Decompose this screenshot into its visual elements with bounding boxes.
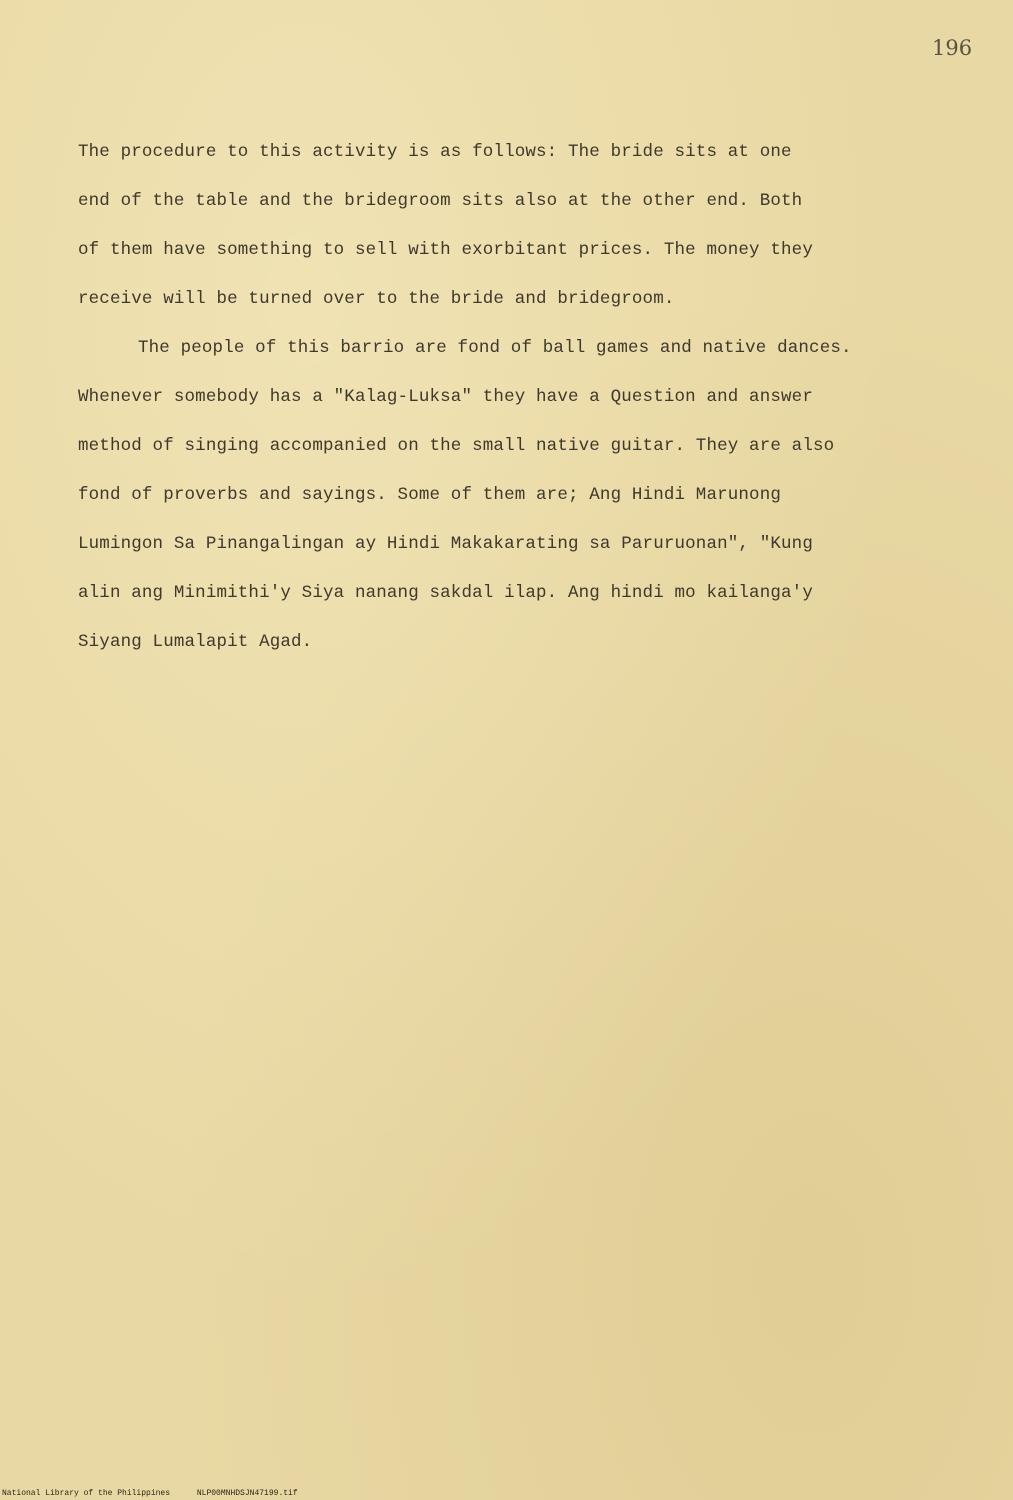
text-line: fond of proverbs and sayings. Some of them are; Ang Hindi Marunong [78, 485, 782, 505]
text-line: Siyang Lumalapit Agad. [78, 632, 313, 652]
text-line: alin ang Minimithi'y Siya nanang sakdal ilap. Ang hindi mo kailanga'y [78, 583, 813, 603]
text-line: of them have something to sell with exorbitant prices. The money they [78, 240, 813, 260]
text-line: The people of this barrio are fond of ball games and native dances. [138, 338, 852, 358]
text-line: method of singing accompanied on the small native guitar. They are also [78, 436, 835, 456]
library-credit: National Library of the Philippines [2, 1489, 171, 1498]
text-line: receive will be turned over to the bride and bridegroom. [78, 289, 675, 309]
body-text [78, 128, 968, 667]
scan-footer [2, 1489, 320, 1498]
text-line: Whenever somebody has a "Kalag-Luksa" they have a Question and answer [78, 387, 813, 407]
page-number: 196 [932, 36, 973, 60]
text-line: The procedure to this activity is as follows: The bride sits at one [78, 142, 792, 162]
text-line: Lumingon Sa Pinangalingan ay Hindi Makakarating sa Paruruonan", "Kung [78, 534, 813, 554]
text-line: end of the table and the bridegroom sits also at the other end. Both [78, 191, 803, 211]
scan-filename: NLP00MNHDSJN47199.tif [196, 1489, 298, 1498]
